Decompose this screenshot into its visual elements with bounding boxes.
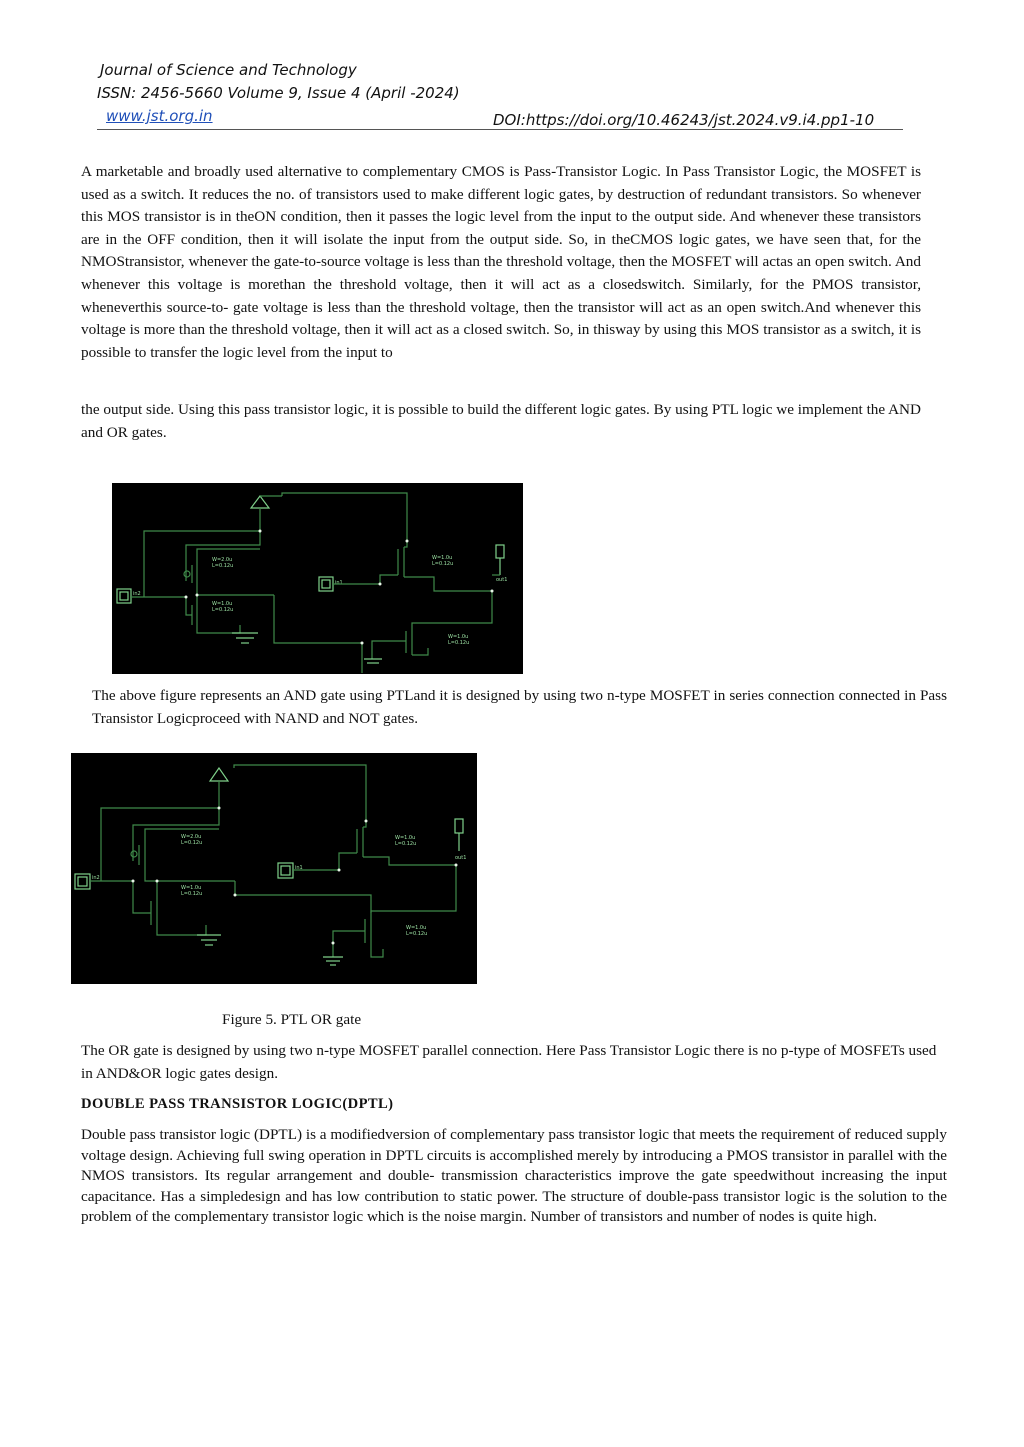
svg-text:L=0.12u: L=0.12u bbox=[406, 931, 428, 937]
doi-line: DOI:https://doi.org/10.46243/jst.2024.v9.i4.pp1-10 bbox=[493, 111, 875, 129]
svg-text:L=0.12u: L=0.12u bbox=[432, 561, 454, 567]
figure-5-caption: Figure 5. PTL OR gate bbox=[222, 1011, 362, 1028]
svg-text:L=0.12u: L=0.12u bbox=[181, 891, 203, 897]
or-gate-schematic bbox=[71, 753, 477, 984]
and-gate-schematic bbox=[112, 483, 523, 674]
svg-text:L=0.12u: L=0.12u bbox=[212, 563, 234, 569]
svg-text:W=1.0u: W=1.0u bbox=[448, 634, 469, 640]
svg-text:in1: in1 bbox=[295, 865, 303, 871]
issn-line: ISSN: 2456-5660 Volume 9, Issue 4 (April -2024) bbox=[97, 84, 460, 102]
svg-text:in2: in2 bbox=[133, 591, 141, 597]
paragraph-dptl: Double pass transistor logic (DPTL) is a modifiedversion of complementary pass transistor logic that meets the requirement of reduced supply voltage design. Achieving full swing operation in DPTL circuits is accomplished merely by introducing a PMOS transistor in parallel with the NMOS transistors. Its regular arrangement and double- transmission characteristics improve the gate speedwithout increasing the input capacitance. Has a simpledesign and has low contribution to static power. The structure of double-pass transistor logic is the solution to the problem of the complementary transistor logic which is the noise margin. Number of transistors and number of nodes is quite high. bbox=[81, 1126, 947, 1225]
svg-text:W=1.0u: W=1.0u bbox=[181, 885, 202, 891]
journal-title: Journal of Science and Technology bbox=[100, 61, 357, 79]
svg-text:out1: out1 bbox=[455, 855, 467, 861]
svg-text:W=2.0u: W=2.0u bbox=[181, 834, 202, 840]
svg-text:in1: in1 bbox=[335, 580, 343, 586]
paragraph-or-gate-description: The OR gate is designed by using two n-type MOSFET parallel connection. Here Pass Transistor Logic there is no p-type of MOSFETs used in AND&OR logic gates design. bbox=[81, 1042, 937, 1082]
svg-text:W=2.0u: W=2.0u bbox=[212, 557, 233, 563]
section-heading-dptl: DOUBLE PASS TRANSISTOR LOGIC(DPTL) bbox=[81, 1096, 394, 1112]
vdd-symbol bbox=[210, 768, 228, 781]
header-divider bbox=[97, 129, 903, 130]
journal-website-link[interactable]: www.jst.org.in bbox=[106, 107, 213, 125]
svg-text:L=0.12u: L=0.12u bbox=[181, 840, 203, 846]
vdd-symbol bbox=[251, 496, 269, 508]
figure-ptl-or-gate bbox=[71, 753, 477, 984]
svg-text:W=1.0u: W=1.0u bbox=[432, 555, 453, 561]
svg-text:in2: in2 bbox=[92, 875, 100, 881]
svg-text:W=1.0u: W=1.0u bbox=[395, 835, 416, 841]
paragraph-ptl-intro: A marketable and broadly used alternative to complementary CMOS is Pass-Transistor Logic. In Pass Transistor Logic, the MOSFET is used as a switch. It reduces the no. of transistors used to make different logic gates, by destruction of redundant transistors. So whenever this MOS transistor is in theON condition, then it passes the logic level from the input to the output side. And whenever these transistors are in the OFF condition, then it will isolate the input from the output side. So, in theCMOS logic gates, we have seen that, for the NMOStransistor, whenever the gate-to-source voltage is less than the threshold voltage, then the MOSFET will actas an open switch. And whenever this voltage is morethan the threshold voltage, then it will act as a closedswitch. Similarly, for the PMOS transistor, wheneverthis source-to- gate voltage is less than the threshold voltage, then the transistor will act as an open switch.And whenever this voltage is more than the threshold voltage, then it will act as a closed switch. So, in thisway by using this MOS transistor as a switch, it is possible to transfer the logic level from the input to bbox=[81, 163, 921, 361]
paragraph-and-gate-description: The above figure represents an AND gate using PTLand it is designed by using two n-type MOSFET in series connection connected in Pass Transistor Logicproceed with NAND and NOT gates. bbox=[92, 687, 947, 727]
svg-text:L=0.12u: L=0.12u bbox=[448, 640, 470, 646]
svg-text:W=1.0u: W=1.0u bbox=[406, 925, 427, 931]
svg-text:L=0.12u: L=0.12u bbox=[395, 841, 417, 847]
svg-text:L=0.12u: L=0.12u bbox=[212, 607, 234, 613]
svg-text:out1: out1 bbox=[496, 577, 508, 583]
svg-text:W=1.0u: W=1.0u bbox=[212, 601, 233, 607]
figure-ptl-and-gate bbox=[112, 483, 523, 674]
paragraph-ptl-gates: the output side. Using this pass transistor logic, it is possible to build the different logic gates. By using PTL logic we implement the AND and OR gates. bbox=[81, 401, 921, 441]
